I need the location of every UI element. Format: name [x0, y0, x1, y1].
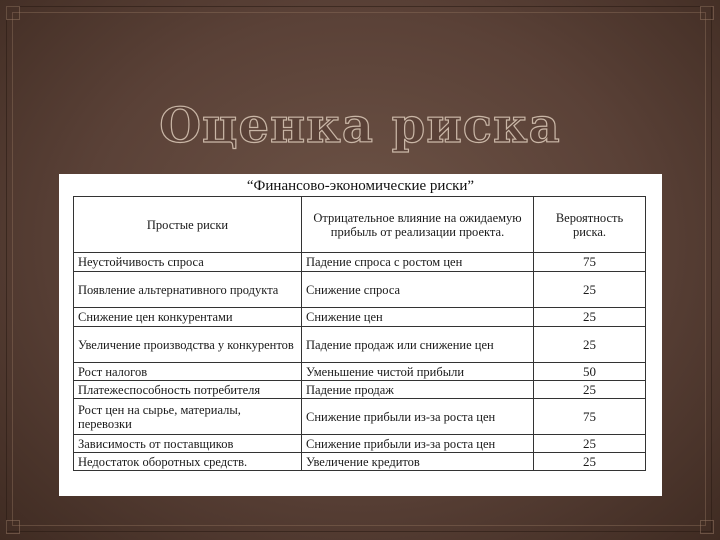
table-header-row [74, 197, 646, 253]
risk-cell: Снижение цен конкурентами [74, 308, 302, 327]
impact-cell: Снижение цен [302, 308, 534, 327]
header-probability: Вероятность риска. [534, 197, 646, 253]
table-row [74, 453, 646, 471]
frame-corner-ornament [700, 520, 714, 534]
impact-cell: Снижение прибыли из-за роста цен [302, 399, 534, 435]
probability-cell: 25 [534, 435, 646, 453]
frame-corner-ornament [6, 520, 20, 534]
table-row [74, 253, 646, 272]
impact-cell: Падение продаж [302, 381, 534, 399]
table-row [74, 381, 646, 399]
risk-cell: Рост налогов [74, 363, 302, 381]
risk-cell: Рост цен на сырье, материалы, перевозки [74, 399, 302, 435]
table-caption: “Финансово-экономические риски” [246, 178, 475, 194]
risk-table [73, 196, 646, 471]
risk-cell: Увеличение производства у конкурентов [74, 327, 302, 363]
probability-cell: 25 [534, 327, 646, 363]
impact-cell: Уменьшение чистой прибыли [302, 363, 534, 381]
probability-cell: 25 [534, 381, 646, 399]
table-row [74, 435, 646, 453]
frame-corner-ornament [6, 6, 20, 20]
risk-cell: Зависимость от поставщиков [74, 435, 302, 453]
probability-cell: 25 [534, 272, 646, 308]
table-image [59, 174, 662, 496]
header-simple-risks: Простые риски [74, 197, 302, 253]
table-row [74, 272, 646, 308]
impact-cell: Снижение спроса [302, 272, 534, 308]
table-row [74, 363, 646, 381]
table-row [74, 327, 646, 363]
impact-cell: Снижение прибыли из-за роста цен [302, 435, 534, 453]
probability-cell: 25 [534, 308, 646, 327]
risk-cell: Появление альтернативного продукта [74, 272, 302, 308]
impact-cell: Падение спроса с ростом цен [302, 253, 534, 272]
frame-corner-ornament [700, 6, 714, 20]
table-row [74, 308, 646, 327]
header-impact: Отрицательное влияние на ожидаемую прибыль от реализации проекта. [302, 197, 534, 253]
probability-cell: 75 [534, 399, 646, 435]
impact-cell: Увеличение кредитов [302, 453, 534, 471]
risk-cell: Платежеспособность потребителя [74, 381, 302, 399]
probability-cell: 75 [534, 253, 646, 272]
slide-title: Оценка риска [159, 98, 561, 154]
probability-cell: 50 [534, 363, 646, 381]
risk-cell: Недостаток оборотных средств. [74, 453, 302, 471]
risk-cell: Неустойчивость спроса [74, 253, 302, 272]
probability-cell: 25 [534, 453, 646, 471]
impact-cell: Падение продаж или снижение цен [302, 327, 534, 363]
table-row [74, 399, 646, 435]
